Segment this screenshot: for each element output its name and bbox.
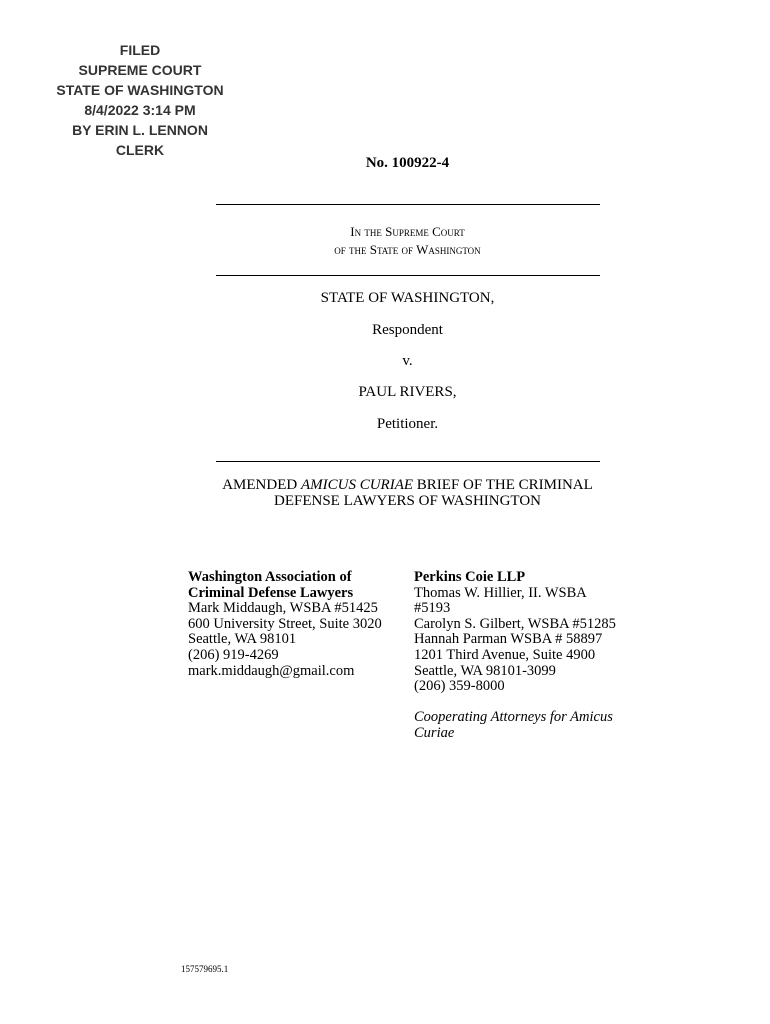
plaintiff-role: Respondent xyxy=(372,322,443,338)
right-counsel-role: Curiae xyxy=(414,724,455,741)
divider xyxy=(216,204,600,205)
divider xyxy=(216,461,600,462)
left-counsel-name: Mark Middaugh, WSBA #51425 xyxy=(188,600,378,617)
document-id: 157579695.1 xyxy=(181,964,229,974)
defendant-name: PAUL RIVERS, xyxy=(358,384,457,400)
stamp-line: CLERK xyxy=(115,142,165,158)
filing-stamp xyxy=(40,40,240,160)
brief-title-suffix: BRIEF OF THE CRIMINAL xyxy=(413,477,593,493)
right-counsel-name: #5193 xyxy=(414,600,451,617)
divider xyxy=(216,275,600,276)
right-counsel-address: Seattle, WA 98101-3099 xyxy=(414,662,556,679)
case-number: No. 100922-4 xyxy=(365,155,450,171)
brief-title-line2: DEFENSE LAWYERS OF WASHINGTON xyxy=(273,493,541,509)
brief-title-prefix: AMENDED xyxy=(222,477,301,493)
left-counsel-org: Washington Association of xyxy=(188,569,352,585)
left-counsel-address: 600 University Street, Suite 3020 xyxy=(188,615,382,632)
stamp-line: FILED xyxy=(119,42,161,58)
court-name-line1: In the Supreme Court xyxy=(350,224,465,239)
brief-title xyxy=(0,477,770,494)
left-counsel-address: Seattle, WA 98101 xyxy=(188,631,297,648)
stamp-line: SUPREME COURT xyxy=(78,62,202,78)
brief-title-italic: AMICUS CURIAE xyxy=(300,477,414,493)
right-counsel-name: Hannah Parman WSBA # 58897 xyxy=(414,631,603,648)
stamp-line: 8/4/2022 3:14 PM xyxy=(84,102,196,118)
defendant-role: Petitioner. xyxy=(376,416,439,432)
left-counsel-org: Criminal Defense Lawyers xyxy=(188,584,354,601)
right-counsel-name: Thomas W. Hillier, II. WSBA xyxy=(414,584,587,601)
stamp-line: STATE OF WASHINGTON xyxy=(56,82,224,98)
right-counsel-block xyxy=(414,570,644,742)
right-counsel-org: Perkins Coie LLP xyxy=(414,569,526,585)
right-counsel-role: Cooperating Attorneys for Amicus xyxy=(414,709,613,726)
left-counsel-email: mark.middaugh@gmail.com xyxy=(188,662,355,679)
stamp-line: BY ERIN L. LENNON xyxy=(72,122,208,138)
right-counsel-name: Carolyn S. Gilbert, WSBA #51285 xyxy=(414,615,616,632)
court-name-line2: of the State of Washington xyxy=(334,242,481,257)
right-counsel-phone: (206) 359-8000 xyxy=(414,678,505,695)
plaintiff-name: STATE OF WASHINGTON, xyxy=(320,290,495,306)
right-counsel-address: 1201 Third Avenue, Suite 4900 xyxy=(414,646,596,663)
left-counsel-phone: (206) 919-4269 xyxy=(188,646,279,663)
left-counsel-block xyxy=(188,570,403,679)
versus: v. xyxy=(402,353,413,369)
